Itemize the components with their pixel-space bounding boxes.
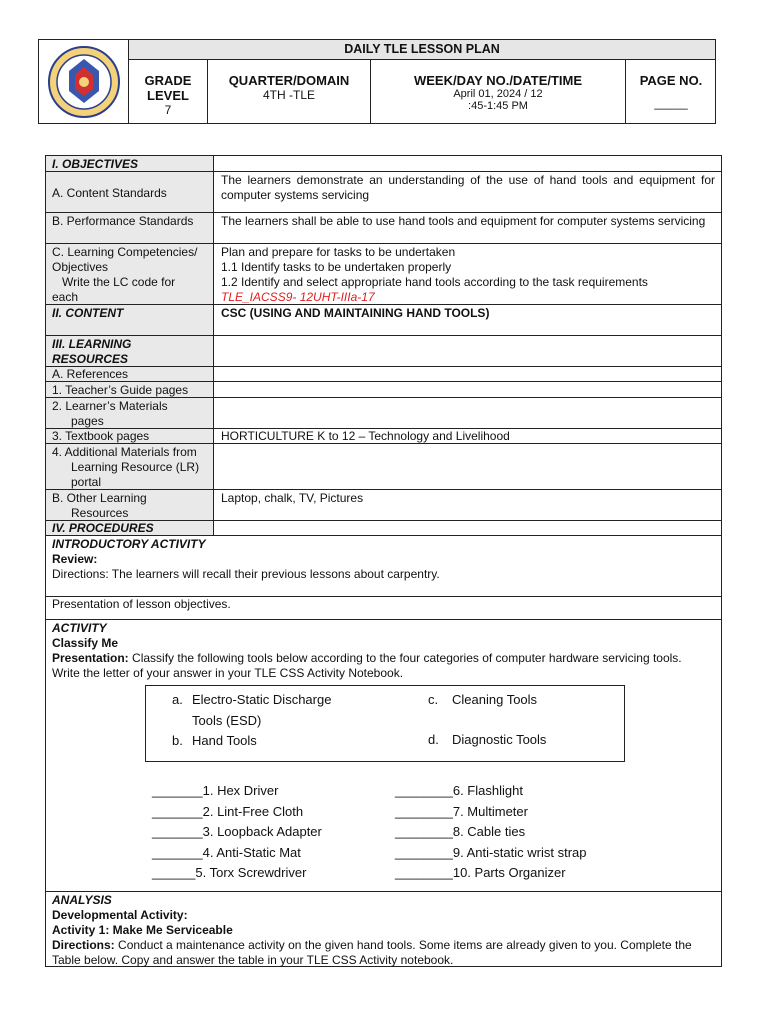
learning-competencies-label: [46, 244, 214, 304]
teachers-guide-label: 1. Teacher’s Guide pages: [46, 382, 214, 397]
developmental-activity: Developmental Activity:: [52, 908, 188, 922]
deped-seal-logo: [47, 45, 121, 119]
grade-level-cell: [129, 59, 207, 123]
week-label: WEEK/DAY NO./DATE/TIME: [413, 73, 583, 88]
other-resources-text: Laptop, chalk, TV, Pictures: [221, 491, 364, 505]
additional-line: portal: [71, 475, 102, 489]
additional-line: Learning Resource (LR): [71, 460, 200, 474]
lc-text-line: 1.1 Identify tasks to be undertaken properly: [221, 260, 452, 274]
lc-text-line: Plan and prepare for tasks to be undertaken: [221, 245, 456, 259]
other-line: B. Other Learning: [52, 491, 147, 505]
list-item: _______3. Loopback Adapter: [152, 824, 322, 839]
list-item: _______4. Anti-Static Mat: [152, 845, 301, 860]
presentation-row: [46, 597, 721, 620]
textbook-row: [46, 429, 721, 444]
category-d-letter: d.: [428, 732, 439, 747]
learners-line: 2. Learner’s Materials: [52, 399, 168, 413]
category-a-name-2: Tools (ESD): [192, 713, 262, 728]
category-c-name: Cleaning Tools: [452, 692, 538, 707]
presentation-text: Classify the following tools below according to the four categories of computer hardware servicing tools.: [128, 651, 682, 665]
learning-resources-row: [46, 336, 721, 367]
performance-standards-label: B. Performance Standards: [46, 213, 214, 243]
lc-code: TLE_IACSS9- 12UHT-IIIa-17: [221, 290, 375, 304]
page-no-cell: [626, 59, 716, 123]
list-item: ________9. Anti-static wrist strap: [395, 845, 587, 860]
activity-heading: ACTIVITY: [52, 621, 107, 635]
learning-competencies-row: [46, 244, 721, 305]
content-standards-label: A. Content Standards: [46, 172, 214, 212]
lesson-plan-table: [45, 155, 722, 967]
analysis-line2: Table below. Copy and answer the table in your TLE CSS Activity notebook.: [52, 953, 454, 967]
content-row: [46, 305, 721, 336]
list-item: ______5. Torx Screwdriver: [152, 865, 307, 880]
performance-standards-text: The learners shall be able to use hand tools and equipment for computer systems servicing: [221, 214, 706, 228]
references-row: [46, 367, 721, 382]
other-resources-label: [46, 490, 214, 520]
category-b-name: Hand Tools: [192, 733, 257, 748]
teachers-guide-row: [46, 382, 721, 398]
procedures-row: [46, 521, 721, 536]
week-cell: [371, 59, 625, 123]
category-c-letter: c.: [428, 692, 439, 707]
procedures-heading: IV. PROCEDURES: [46, 521, 214, 535]
categories-box: [145, 685, 625, 762]
presentation-objectives: Presentation of lesson objectives.: [52, 597, 231, 611]
other-line: Resources: [71, 506, 129, 520]
resources-line: RESOURCES: [52, 352, 129, 366]
header-table: [38, 39, 716, 124]
activity1-title: Activity 1: Make Me Serviceable: [52, 923, 233, 937]
textbook-label: 3. Textbook pages: [46, 429, 214, 443]
category-a-letter: a.: [172, 692, 183, 707]
quarter-cell: [208, 59, 370, 123]
performance-standards-row: [46, 213, 721, 244]
activity-line2: Write the letter of your answer in your TLE CSS Activity Notebook.: [52, 666, 404, 680]
category-a-name: Electro-Static Discharge: [192, 692, 332, 707]
category-d-name: Diagnostic Tools: [452, 732, 547, 747]
directions-label: Directions:: [52, 938, 115, 952]
resources-line: III. LEARNING: [52, 337, 132, 351]
week-date: April 01, 2024 / 12: [453, 88, 543, 100]
quarter-label: QUARTER/DOMAIN: [228, 73, 350, 88]
analysis-heading: ANALYSIS: [52, 893, 112, 907]
intro-activity-cell: [46, 536, 721, 596]
lc-label-line: C. Learning Competencies/: [52, 245, 198, 259]
list-item: _______2. Lint-Free Cloth: [152, 804, 304, 819]
grade-label: GRADE: [144, 73, 192, 88]
week-time: :45-1:45 PM: [468, 100, 528, 112]
list-item: _______1. Hex Driver: [152, 783, 279, 798]
additional-materials-label: [46, 444, 214, 489]
content-standards-text: The learners demonstrate an understanding of the use of hand tools and equipment for computer systems servicing: [221, 173, 715, 202]
list-item: ________8. Cable ties: [395, 824, 526, 839]
objectives-row: [46, 156, 721, 172]
content-heading: II. CONTENT: [46, 305, 214, 335]
objectives-heading: I. OBJECTIVES: [46, 156, 214, 171]
page-value: _____: [654, 96, 688, 110]
learners-line: pages: [71, 414, 104, 428]
review-directions: Directions: The learners will recall their previous lessons about carpentry.: [52, 567, 440, 581]
lc-text-line: 1.2 Identify and select appropriate hand tools according to the task requirements: [221, 275, 648, 289]
content-standards-row: [46, 172, 721, 213]
list-item: ________6. Flashlight: [395, 783, 523, 798]
list-item: ________7. Multimeter: [395, 804, 528, 819]
additional-materials-row: [46, 444, 721, 490]
intro-heading: INTRODUCTORY ACTIVITY: [52, 537, 206, 551]
category-b-letter: b.: [172, 733, 183, 748]
lc-label-line: Write the LC code for: [62, 275, 176, 289]
lesson-plan-title: DAILY TLE LESSON PLAN: [129, 40, 715, 60]
analysis-cell: [46, 892, 721, 968]
learners-materials-label: [46, 398, 214, 428]
level-label: LEVEL: [147, 88, 189, 103]
grade-value: 7: [164, 103, 172, 117]
intro-activity-row: [46, 536, 721, 597]
review-label: Review:: [52, 552, 98, 566]
activity-title: Classify Me: [52, 636, 119, 650]
lc-label-line: Objectives: [52, 260, 109, 274]
learners-materials-row: [46, 398, 721, 429]
additional-line: 4. Additional Materials from: [52, 445, 197, 459]
references-label: A. References: [46, 367, 214, 381]
quarter-value: 4TH -TLE: [262, 88, 315, 102]
directions-text: Conduct a maintenance activity on the given hand tools. Some items are already given to you. Complete the: [114, 938, 692, 952]
learning-competencies-text: [215, 244, 721, 304]
textbook-text: HORTICULTURE K to 12 – Technology and Livelihood: [221, 429, 510, 443]
content-text: CSC (USING AND MAINTAINING HAND TOOLS): [221, 306, 490, 320]
presentation-label: Presentation:: [52, 651, 129, 665]
learning-resources-heading: [46, 336, 214, 366]
analysis-row: [46, 892, 721, 968]
page-label: PAGE NO.: [639, 73, 703, 88]
lc-label-line: each: [52, 290, 79, 304]
list-item: ________10. Parts Organizer: [395, 865, 566, 880]
other-resources-row: [46, 490, 721, 521]
